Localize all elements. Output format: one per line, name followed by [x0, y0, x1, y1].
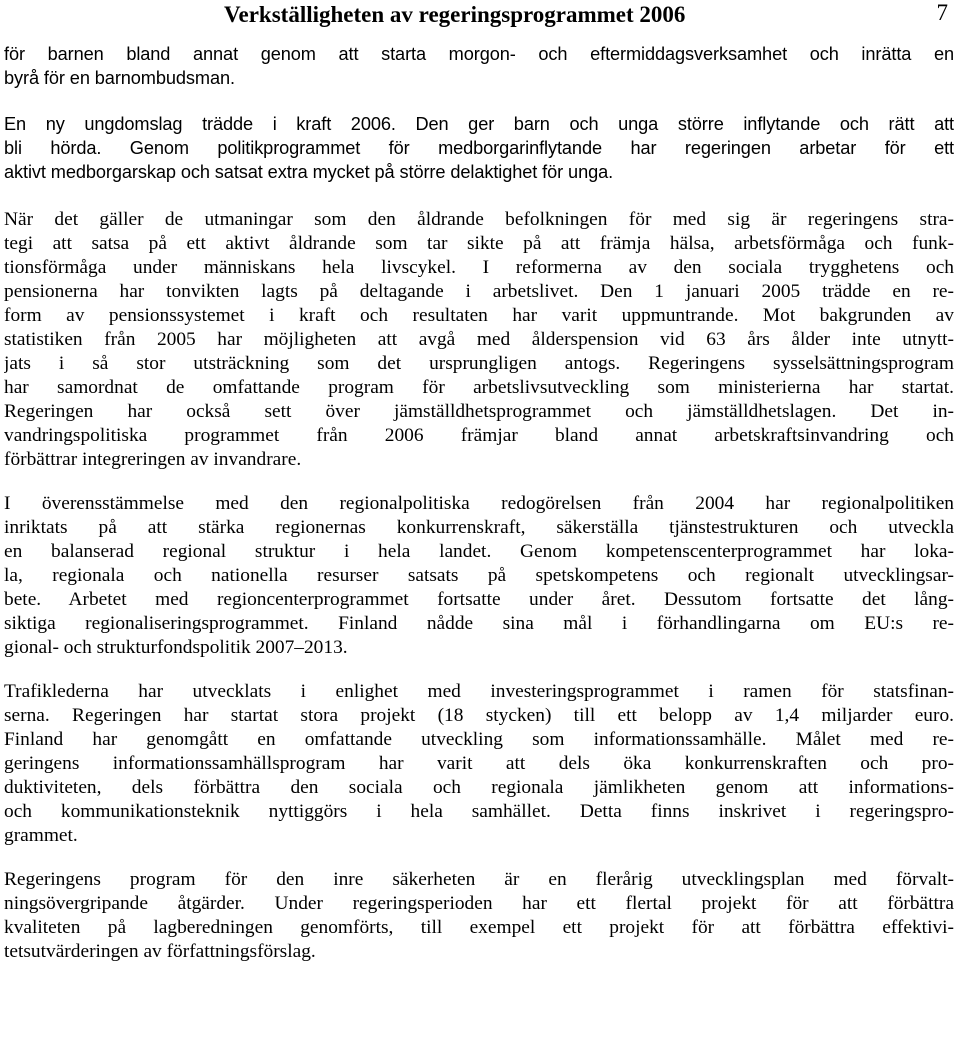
text-line: form av pensionssystemet i kraft och resultaten har varit uppmuntrande. Mot bakgrunden av: [4, 305, 954, 326]
text-line: förbättrar integreringen av invandrare.: [4, 449, 302, 470]
text-line: la, regionala och nationella resurser satsats på spetskompetens och regionalt utvecklingsar-: [4, 565, 954, 586]
text-line: siktiga regionaliseringsprogrammet. Finland nådde sina mål i förhandlingarna om EU:s re-: [4, 613, 954, 634]
text-line: Regeringen har också sett över jämställdhetsprogrammet och jämställdhetslagen. Det in-: [4, 401, 954, 422]
text-line: En ny ungdomslag trädde i kraft 2006. Den ger barn och unga större inflytande och rätt att: [4, 114, 954, 134]
paragraph: [4, 42, 954, 90]
text-line: bli hörda. Genom politikprogrammet för medborgarinflytande har regeringen arbetar för ett: [4, 138, 954, 158]
text-line: Finland har genomgått en omfattande utveckling som informationssamhälle. Målet med re-: [4, 729, 954, 750]
running-header-title: Verkställigheten av regeringsprogrammet 2006: [224, 2, 686, 27]
text-line: och kommunikationsteknik nyttiggörs i hela samhället. Detta finns inskrivet i regeringspro-: [4, 801, 954, 822]
text-line: grammet.: [4, 825, 78, 846]
paragraph: [4, 492, 954, 660]
text-line: pensionerna har tonvikten lagts på deltagande i arbetslivet. Den 1 januari 2005 trädde en re-: [4, 281, 954, 302]
text-line: ningsövergripande åtgärder. Under regeringsperioden har ett flertal projekt för att förbättra: [4, 893, 954, 914]
text-line: för barnen bland annat genom att starta morgon- och eftermiddagsverksamhet och inrätta en: [4, 44, 954, 64]
text-line: vandringspolitiska programmet från 2006 främjar bland annat arbetskraftsinvandring och: [4, 425, 954, 446]
text-line: serna. Regeringen har startat stora projekt (18 stycken) till ett belopp av 1,4 miljarder euro.: [4, 705, 954, 726]
text-line: en balanserad regional struktur i hela landet. Genom kompetenscenterprogrammet har loka-: [4, 541, 954, 562]
page-header: [4, 0, 954, 32]
paragraph: [4, 868, 954, 964]
paragraph: [4, 208, 954, 472]
page-number: 7: [936, 0, 948, 25]
text-line: I överensstämmelse med den regionalpolitiska redogörelsen från 2004 har regionalpolitiken: [4, 493, 954, 514]
text-line: inriktats på att stärka regionernas konkurrenskraft, säkerställa tjänstestrukturen och utveckla: [4, 517, 954, 538]
text-line: duktiviteten, dels förbättra den sociala och regionala jämlikheten genom att informations-: [4, 777, 954, 798]
text-line: tionsförmåga under människans hela livscykel. I reformerna av den sociala trygghetens och: [4, 257, 954, 278]
text-line: byrå för en barnombudsman.: [4, 68, 235, 88]
text-line: bete. Arbetet med regioncenterprogrammet fortsatte under året. Dessutom fortsatte det lång-: [4, 589, 954, 610]
text-line: tegi att satsa på ett aktivt åldrande som tar sikte på att främja hälsa, arbetsförmåga och funk-: [4, 233, 954, 254]
text-line: aktivt medborgarskap och satsat extra mycket på större delaktighet för unga.: [4, 162, 614, 182]
text-line: statistiken från 2005 har möjligheten att avgå med ålderspension vid 63 års ålder inte utnytt-: [4, 329, 954, 350]
text-line: gional- och strukturfondspolitik 2007–2013.: [4, 637, 348, 658]
text-line: Trafiklederna har utvecklats i enlighet med investeringsprogrammet i ramen för statsfinan-: [4, 681, 954, 702]
text-line: jats i så stor utsträckning som det ursprungligen antogs. Regeringens sysselsättningsprogram: [4, 353, 954, 374]
text-line: kvaliteten på lagberedningen genomförts, till exempel ett projekt för att förbättra effektivi-: [4, 917, 954, 938]
text-line: När det gäller de utmaningar som den åldrande befolkningen för med sig är regeringens stra-: [4, 209, 954, 230]
paragraph: [4, 680, 954, 848]
text-line: geringens informationssamhällsprogram har varit att dels öka konkurrenskraften och pro-: [4, 753, 954, 774]
paragraph: [4, 112, 954, 184]
text-line: tetsutvärderingen av författningsförslag.: [4, 941, 316, 962]
body-text: [4, 42, 954, 964]
text-line: har samordnat de omfattande program för arbetslivsutveckling som ministerierna har startat.: [4, 377, 954, 398]
text-line: Regeringens program för den inre säkerheten är en flerårig utvecklingsplan med förvalt-: [4, 869, 954, 890]
